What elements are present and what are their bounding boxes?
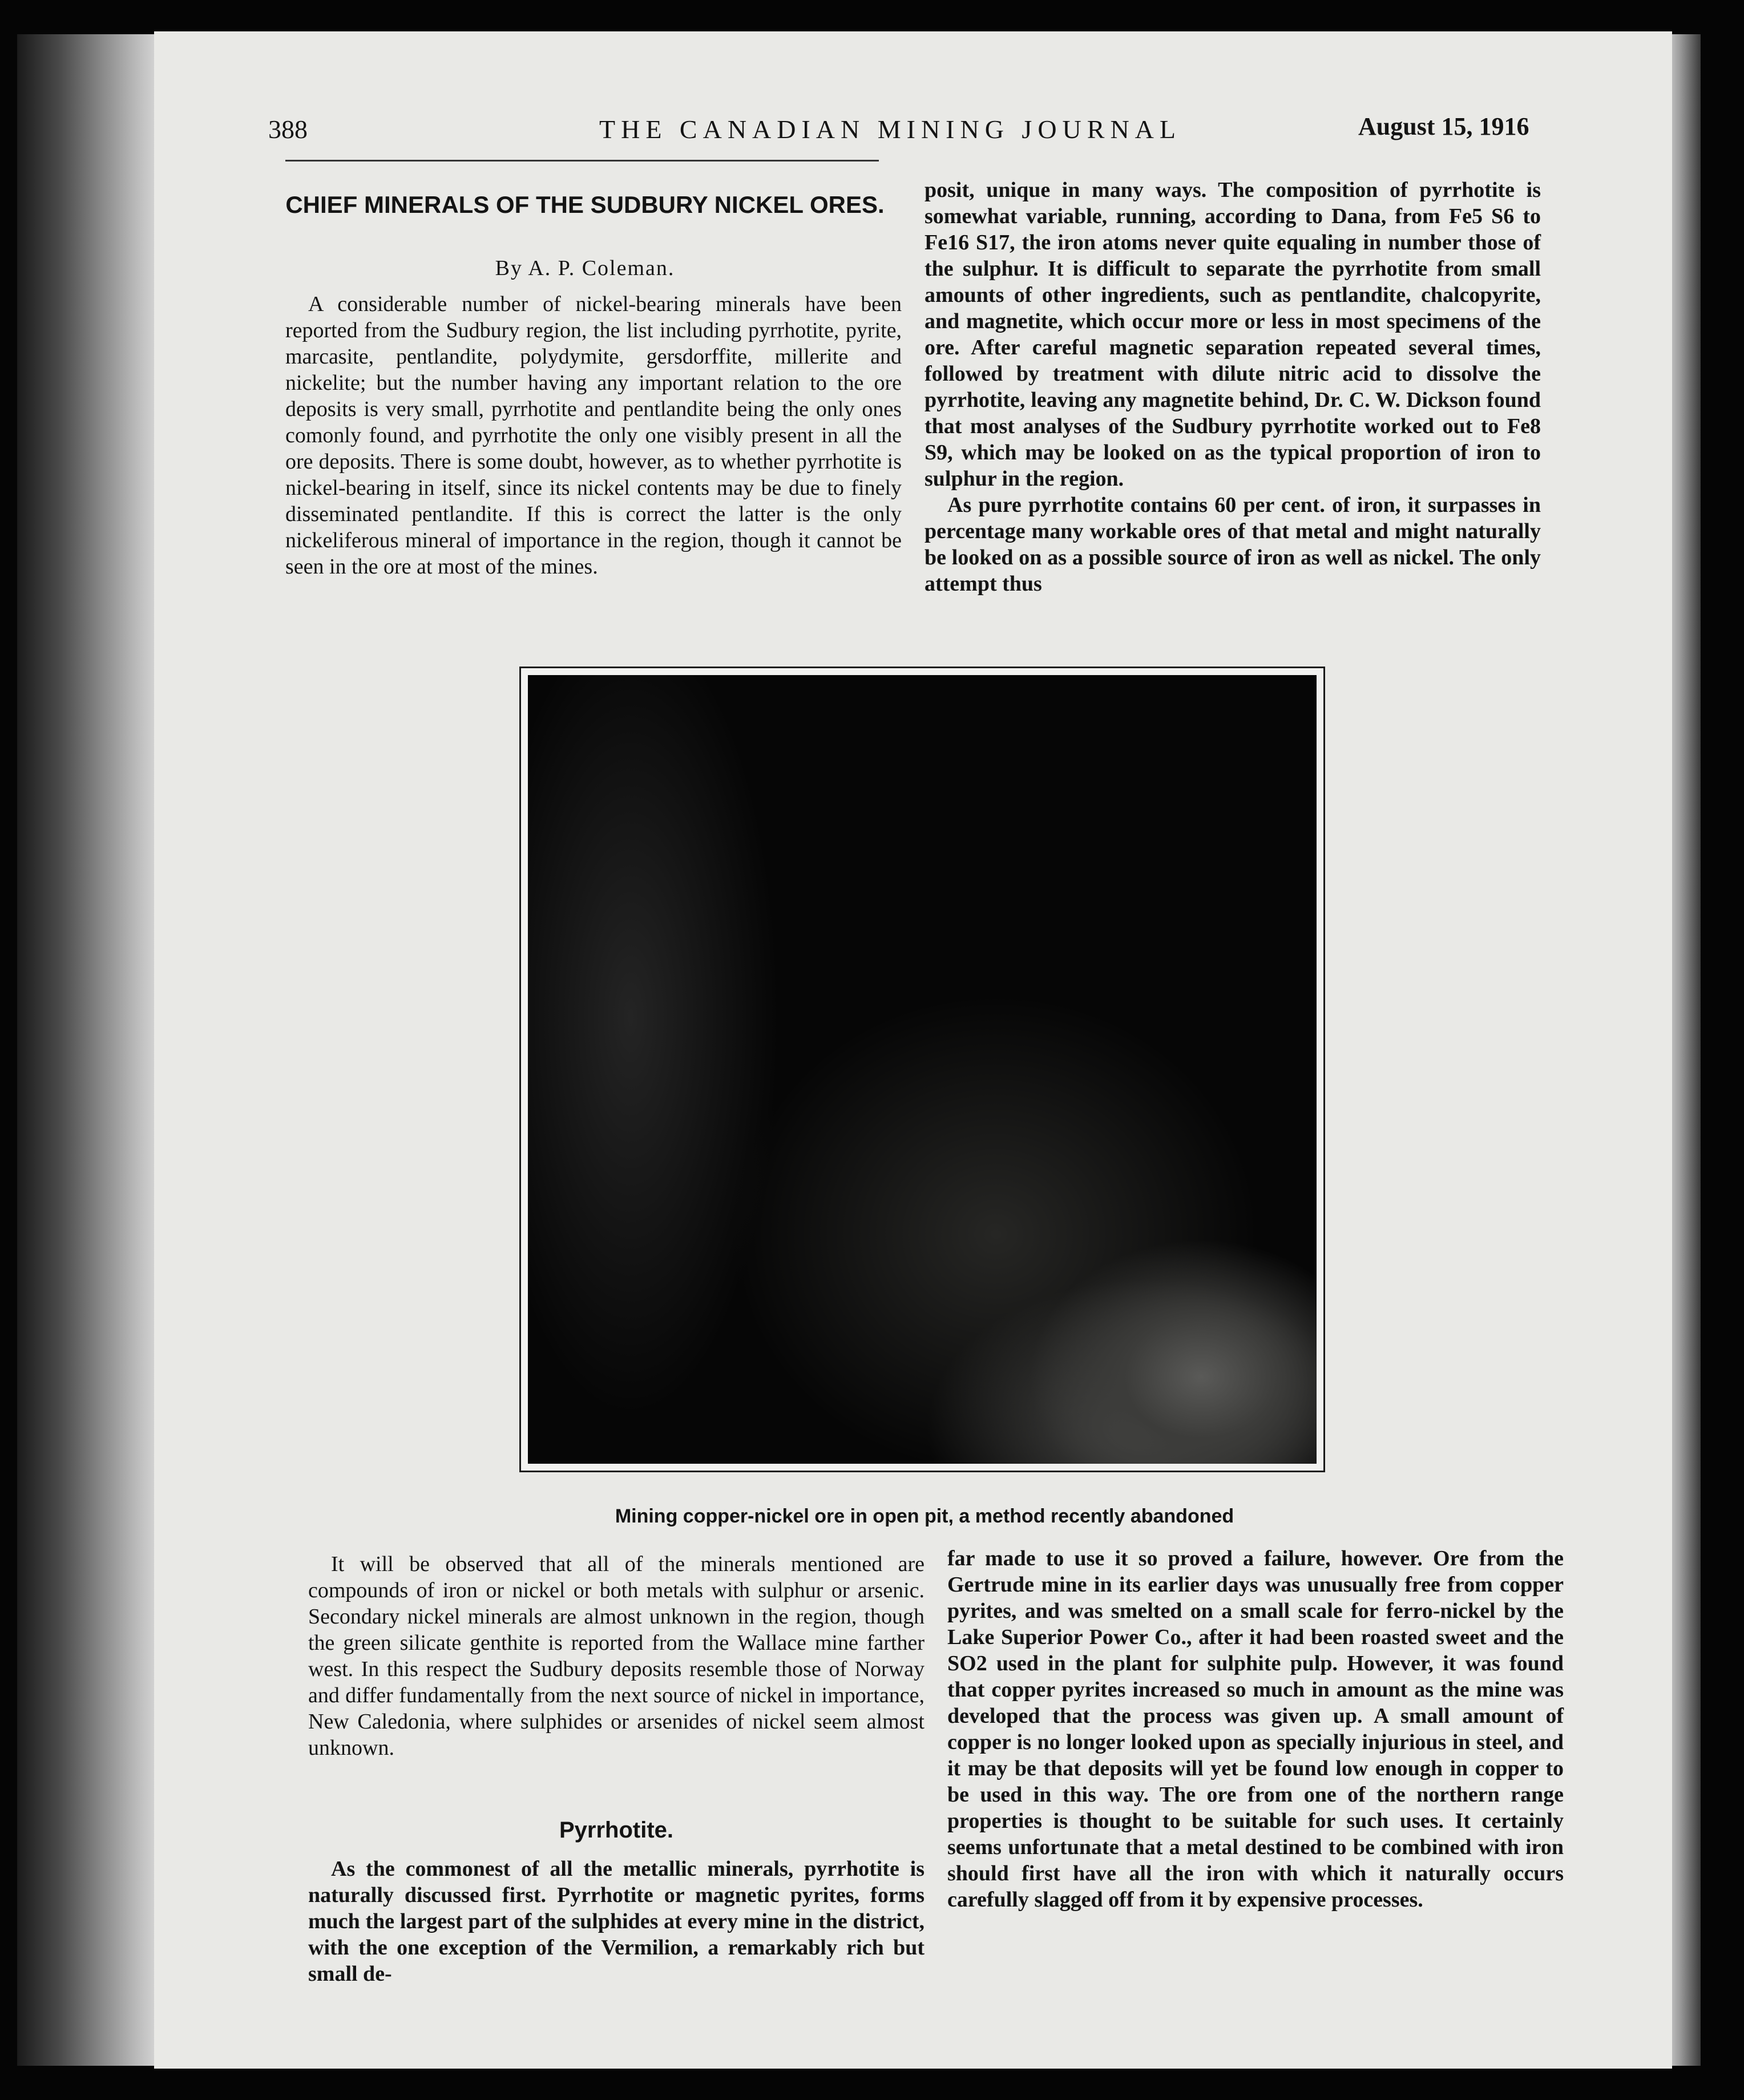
photo-caption: Mining copper-nickel ore in open pit, a method recently abandoned (615, 1505, 1234, 1527)
paragraph: As pure pyrrhotite contains 60 per cent. of iron, it surpasses in percentage many workable ores of that metal and might naturally be looked on as a possible source of iron as well as nickel. The only attempt thus (925, 493, 1541, 596)
issue-date: August 15, 1916 (1358, 112, 1529, 140)
photo-frame (519, 667, 1325, 1472)
article-title: CHIEF MINERALS OF THE SUDBURY NICKEL ORES. (285, 191, 885, 218)
page-number: 388 (268, 115, 308, 144)
paragraph: It will be observed that all of the minerals mentioned are compounds of iron or nickel or both metals with sulphur or arsenic. Secondary nickel minerals are almost unknown in the region, though the green silicate genthite is reported from the Wallace mine farther west. In this respect the Sudbury deposits resemble those of Norway and differ fundamentally from the next source of nickel in importance, New Caledonia, where sulphides or arsenides of nickel seem almost unknown. (308, 1552, 925, 1760)
paragraph: posit, unique in many ways. The composition of pyrrhotite is somewhat variable, running, according to Dana, from Fe5 S6 to Fe16 S17, the iron atoms never quite equaling in number those of the sulphur. It is difficult to separate the pyrrhotite from small amounts of other ingredients, such as pentlandite, chalcopyrite, and magnetite, which occur more or less in most specimens of the ore. After careful magnetic separation repeated several times, followed by treatment with dilute nitric acid to dissolve the pyrrhotite, leaving any magnetite behind, Dr. C. W. Dickson found that most analyses of the Sudbury pyrrhotite worked out to Fe8 S9, which may be looked on as the typical proportion of iron to sulphur in the region. (925, 178, 1541, 491)
left-column-top (285, 291, 902, 580)
article-byline: By A. P. Coleman. (495, 256, 675, 280)
book-page-edges (17, 34, 160, 2066)
running-head (268, 114, 1547, 148)
journal-title: THE CANADIAN MINING JOURNAL (599, 115, 1181, 144)
open-pit-mine-photo (528, 675, 1317, 1464)
paragraph: far made to use it so proved a failure, however. Ore from the Gertrude mine in its earlier days was unusually free from copper pyrites, and was smelted on a small scale for ferro-nickel by the Lake Superior Power Co., after it had been roasted sweet and the SO2 used in the plant for sulphite pulp. However, it was found that copper pyrites increased so much in amount as the mine was developed that the process was given up. A small amount of copper is no longer looked upon as specially injurious in steel, and it may be that deposits will yet be found low enough in copper to be used in this way. The ore from one of the northern range properties is thought to be suitable for such uses. It certainly seems unfortunate that a metal destined to be combined with iron should first have all the iron with which it naturally occurs carefully slagged off from it by expensive processes. (947, 1546, 1564, 1912)
right-column-bottom (947, 1545, 1564, 1913)
title-rule (285, 160, 879, 161)
right-column-top (925, 177, 1541, 597)
left-column-bottom (308, 1551, 925, 1814)
section-subheading: Pyrrhotite. (559, 1818, 674, 1843)
paragraph: A considerable number of nickel-bearing minerals have been reported from the Sudbury region, the list including pyrrhotite, pyrite, marcasite, pentlandite, polydymite, gersdorffite, millerite and nickelite; but the number having any important relation to the ore deposits is very small, pyrrhotite and pentlandite being the only ones comonly found, and pyrrhotite the only one visibly present in all the ore deposits. There is some doubt, however, as to whether pyrrhotite is nickel-bearing in itself, since its nickel contents may be due to finely disseminated pentlandite. If this is correct the latter is the only nickeliferous mineral of importance in the region, though it cannot be seen in the ore at most of the mines. (285, 292, 902, 579)
left-column-bottom-2 (308, 1856, 925, 1987)
paragraph: As the commonest of all the metallic minerals, pyrrhotite is naturally discussed first. Pyrrhotite or magnetic pyrites, forms much the largest part of the sulphides at every mine in the district, with the one exception of the Vermilion, a remarkably rich but small de- (308, 1857, 925, 1986)
